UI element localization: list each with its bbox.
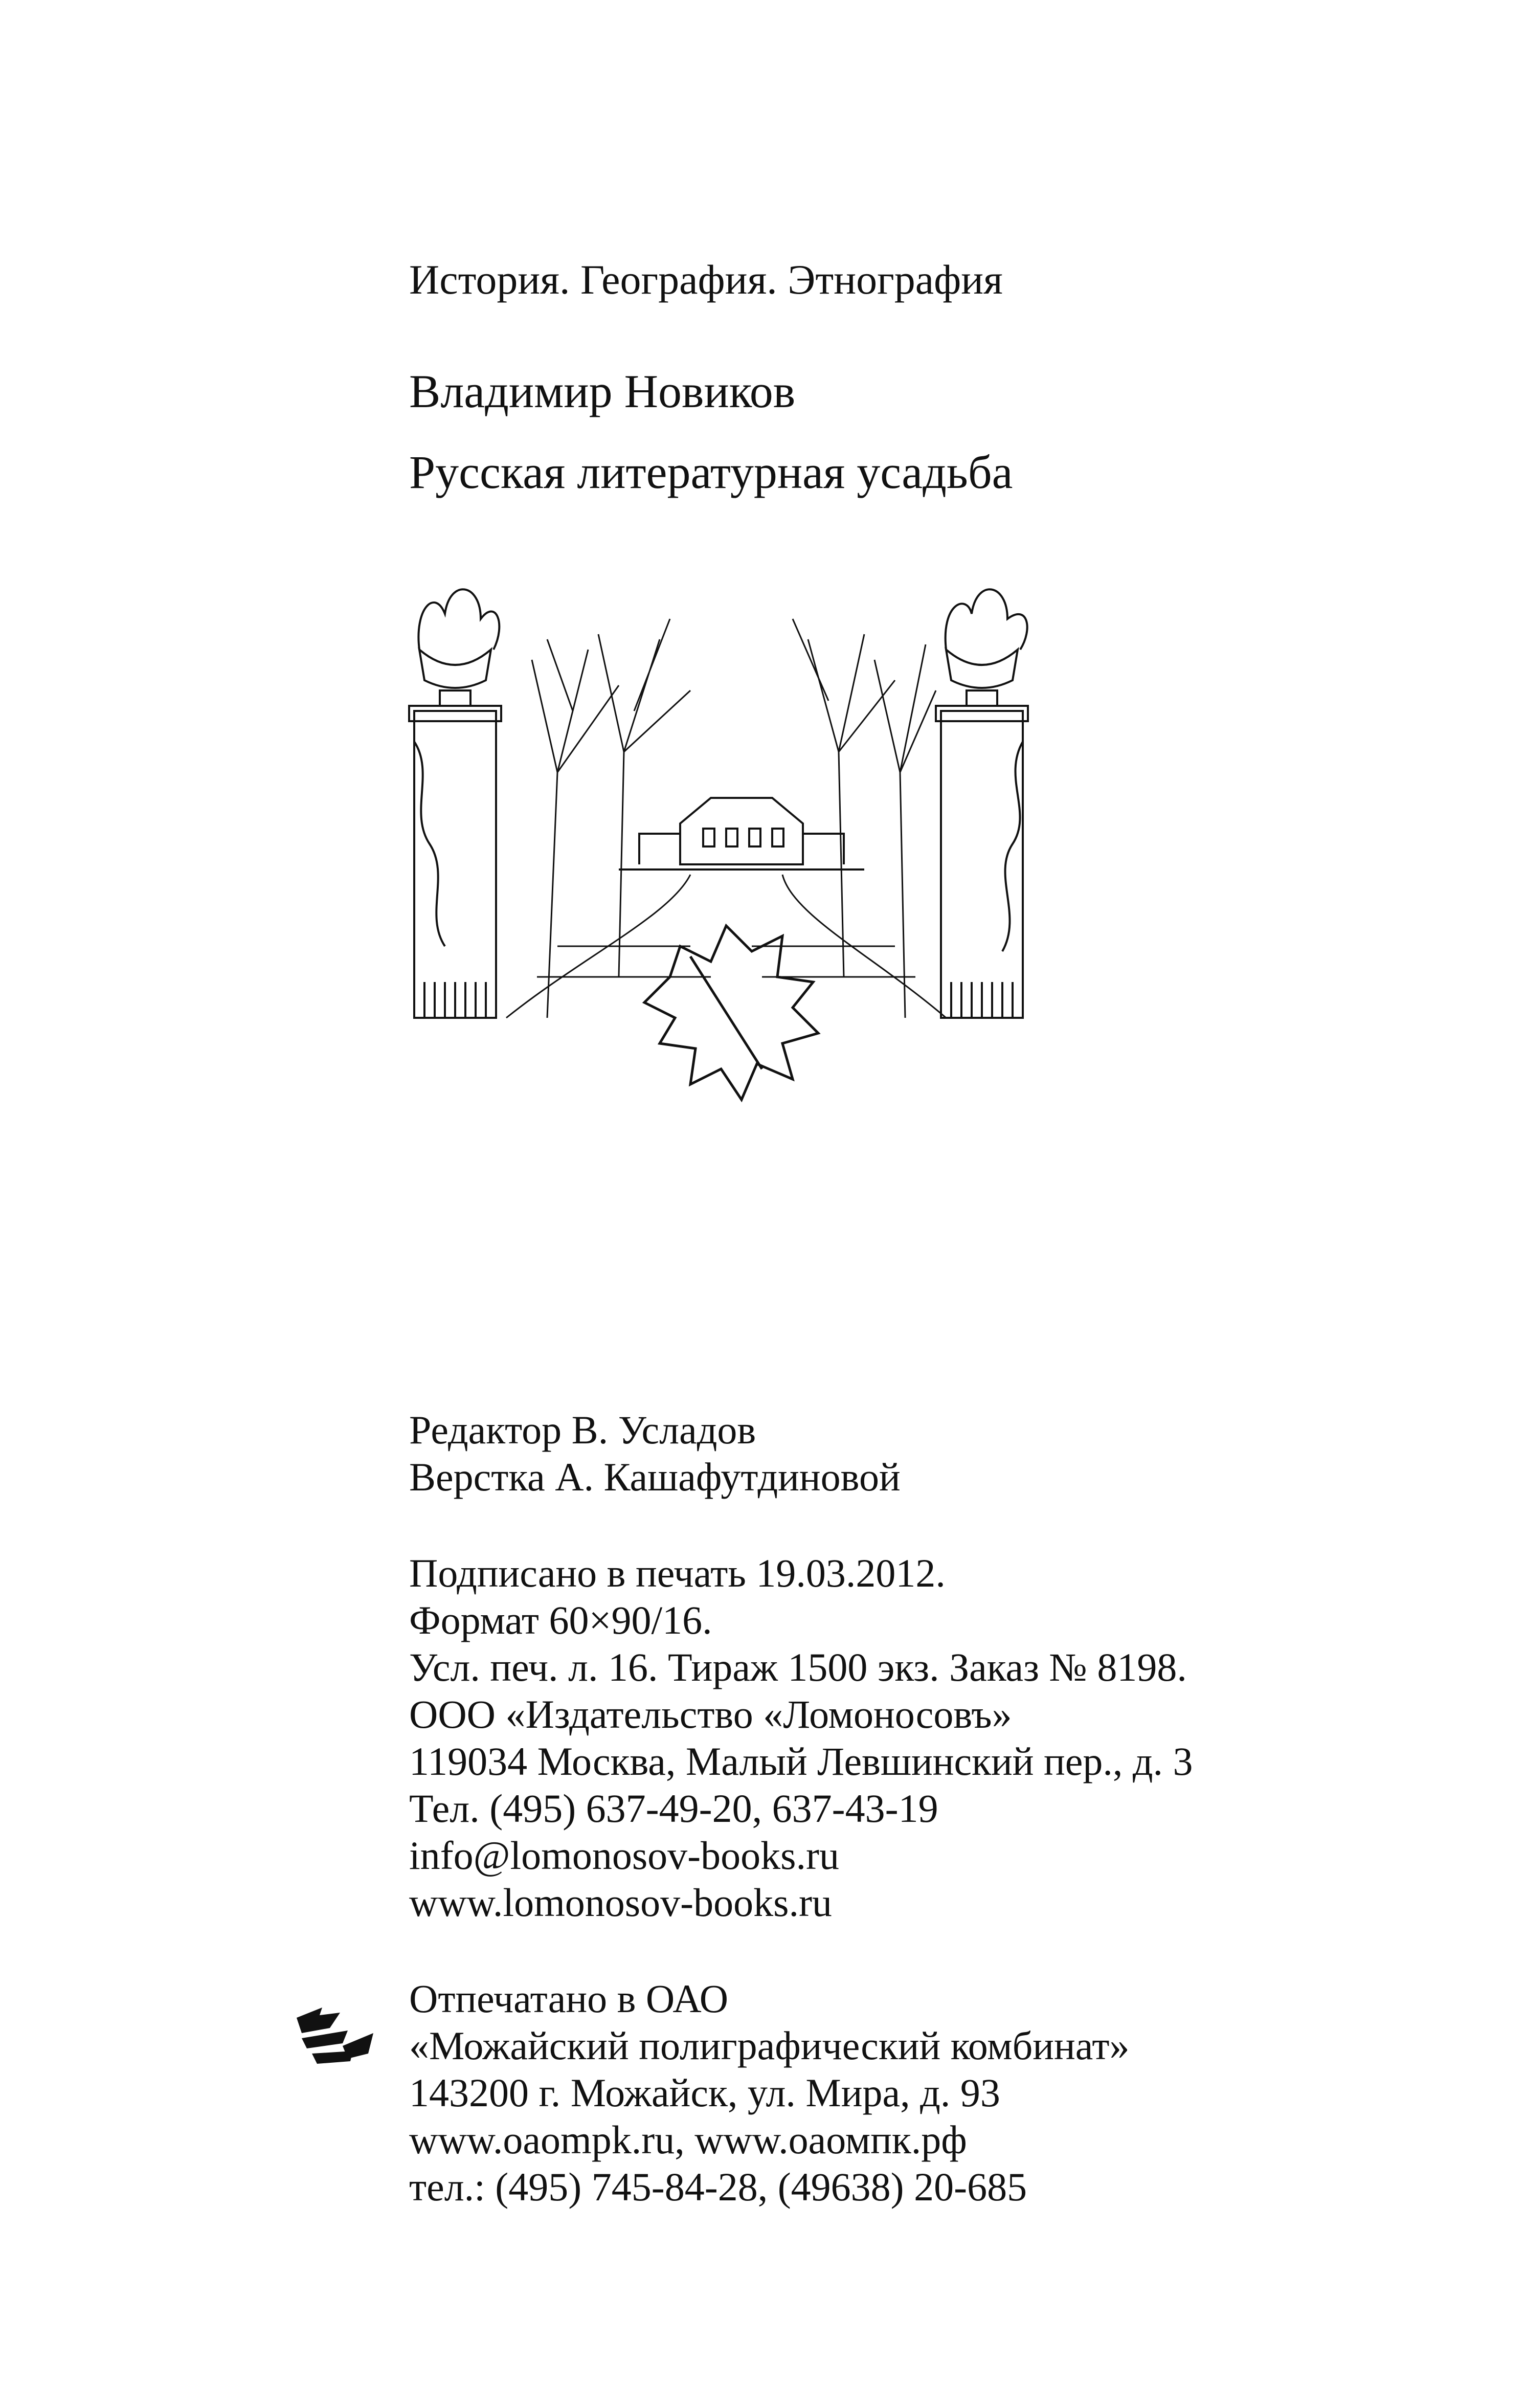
alley-path: [506, 875, 946, 1018]
printer-line: «Можайский полиграфический комбинат»: [409, 2023, 1130, 2068]
printer-line: www.oaompk.ru, www.оаомпк.рф: [409, 2117, 967, 2162]
publication-line: Формат 60×90/16.: [409, 1598, 712, 1642]
publication-line: info@lomonosov-books.ru: [409, 1833, 839, 1878]
credit-line: Верстка А. Кашафутдиновой: [409, 1455, 901, 1499]
printer-logo-icon: [291, 1997, 378, 2074]
printer-line: 143200 г. Можайск, ул. Мира, д. 93: [409, 2070, 1000, 2115]
publication-line: ООО «Издательство «Ломоносовъ»: [409, 1692, 1012, 1736]
left-pillar: [409, 589, 501, 1018]
manor-house: [619, 798, 864, 869]
right-pillar: [936, 589, 1028, 1018]
publication-line: Подписано в печать 19.03.2012.: [409, 1551, 946, 1595]
credit-line: Редактор В. Усладов: [409, 1408, 756, 1452]
publication-line: 119034 Москва, Малый Левшинский пер., д. 3: [409, 1739, 1193, 1783]
printer-line: Отпечатано в ОАО: [409, 1976, 729, 2021]
maple-leaf: [644, 926, 818, 1100]
book-title: Русская литературная усадьба: [409, 446, 1013, 498]
publication-line: Тел. (495) 637-49-20, 637-43-19: [409, 1786, 938, 1831]
printer-line: тел.: (495) 745-84-28, (49638) 20-685: [409, 2165, 1027, 2209]
estate-gate-illustration: [404, 558, 1053, 1156]
series-title: История. География. Этнография: [409, 256, 1003, 303]
publication-line: www.lomonosov-books.ru: [409, 1880, 832, 1925]
publication-line: Усл. печ. л. 16. Тираж 1500 экз. Заказ № 8198.: [409, 1645, 1187, 1689]
trees: [532, 619, 936, 1018]
author-name: Владимир Новиков: [409, 365, 796, 417]
